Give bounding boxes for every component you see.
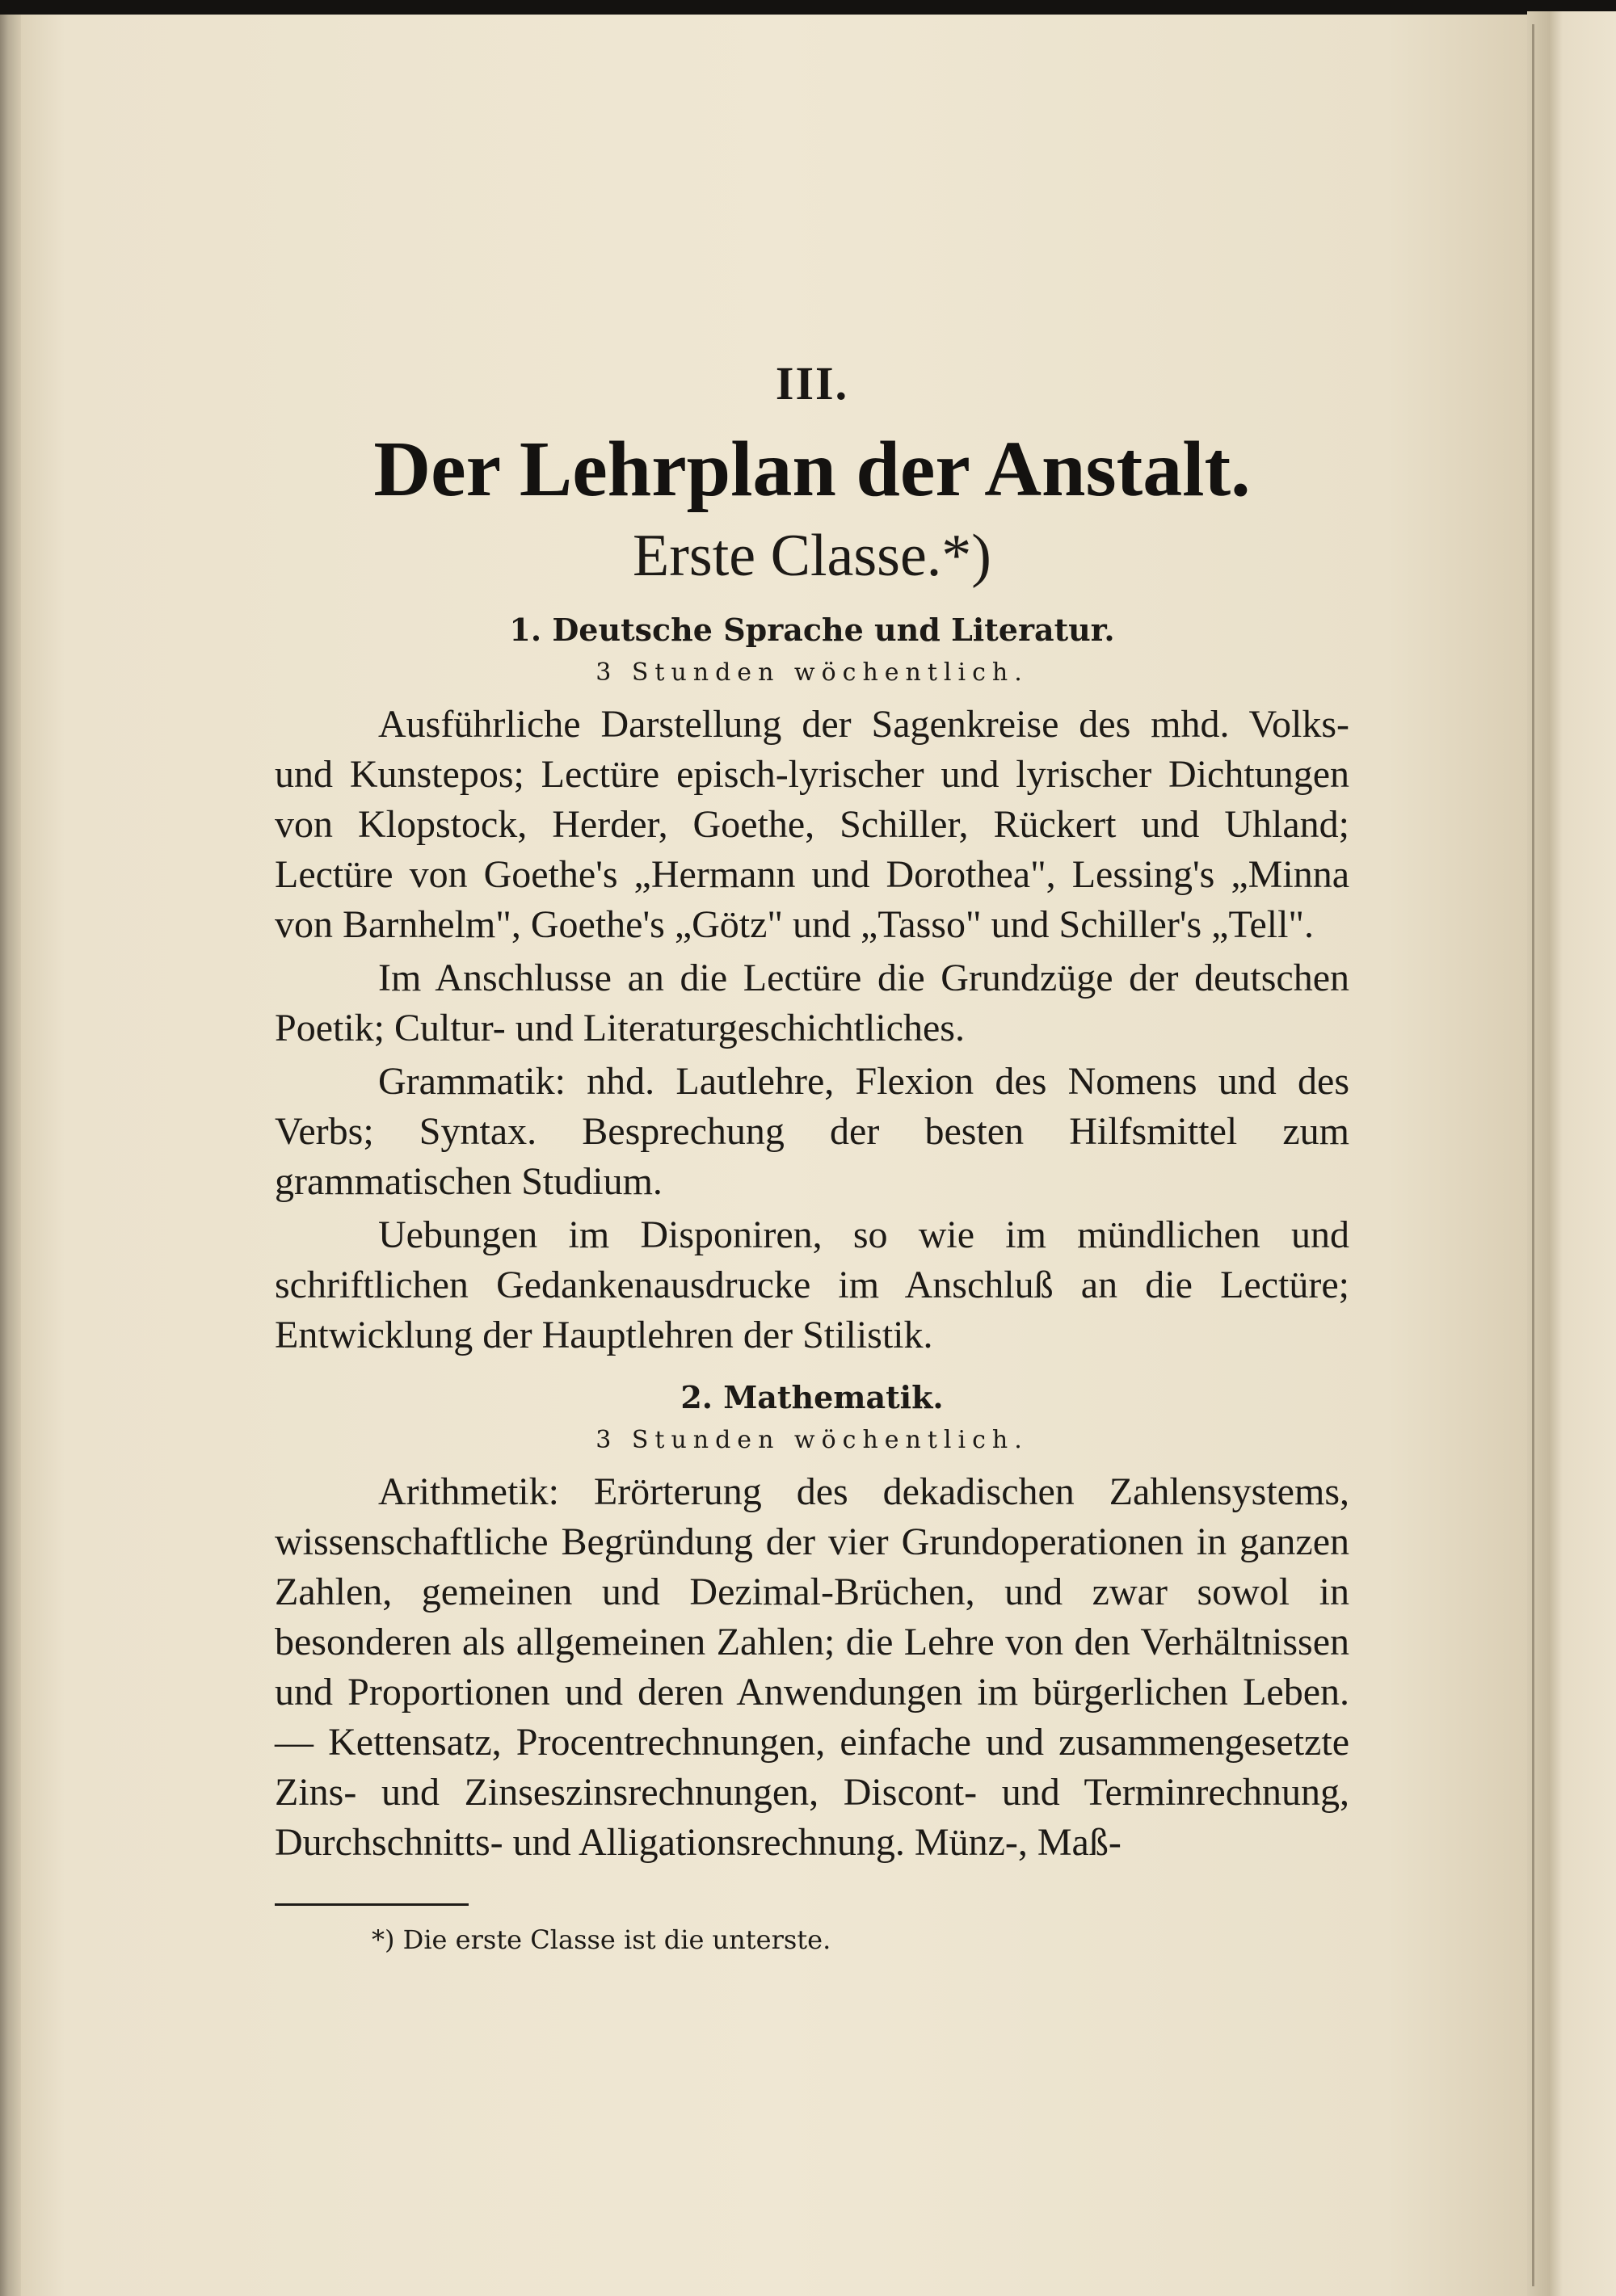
page-title: Der Lehrplan der Anstalt. [373, 426, 1251, 513]
paragraph: Grammatik: nhd. Lautlehre, Flexion des Nomens und des Verbs; Syntax. Besprechung der besten Hilfsmittel zum grammatischen Studium. [275, 1060, 1349, 1203]
footnote: *) Die erste Classe ist die unterste. [372, 1924, 831, 1955]
paragraph: Im Anschlusse an die Lectüre die Grundzüge der deutschen Poetik; Cultur- und Literaturgeschichtliches. [275, 957, 1349, 1049]
section-hours: 3 Stunden wöchentlich. [595, 658, 1029, 687]
page-subtitle: Erste Classe.*) [633, 523, 991, 589]
section-mathematics [275, 1375, 1349, 1868]
paragraph: Uebungen im Disponiren, so wie im mündlichen und schriftlichen Gedankenausdrucke im Anschluß an die Lectüre; Entwicklung der Hauptlehren der Stilistik. [275, 1213, 1349, 1356]
book-gutter [1527, 11, 1616, 2296]
page-content [275, 355, 1349, 1957]
section-heading: 1. Deutsche Sprache und Literatur. [509, 612, 1115, 648]
section-number: III. [775, 357, 849, 410]
page-left-edge [0, 15, 21, 2296]
scan-top-edge [0, 0, 1616, 15]
gutter-fold-line [1532, 24, 1534, 2286]
section-heading: 2. Mathematik. [680, 1379, 944, 1415]
paragraph: Ausführliche Darstellung der Sagenkreise des mhd. Volks- und Kunstepos; Lectüre episch-lyrischer und lyrischer Dichtungen von Klopstock, Herder, Goethe, Schiller, Rückert und Uhland; Lectüre von Goethe's „Hermann und Dorothea", Lessing's „Minna von Barnhelm", Goethe's „Götz" und „Tasso" und Schiller's „Tell". [275, 703, 1349, 946]
paragraph: Arithmetik: Erörterung des dekadischen Zahlensystems, wissenschaftliche Begründung der vier Grundoperationen in ganzen Zahlen, gemeinen und Dezimal-Brüchen, und zwar sowol in besonderen als allgemeinen Zahlen; die Lehre von den Verhältnissen und Proportionen und deren Anwendungen im bürgerlichen Leben. — Kettensatz, Procentrechnungen, einfache und zusammengesetzte Zins- und Zinseszinsrechnungen, Discont- und Terminrechnung, Durchschnitts- und Alligationsrechnung. Münz-, Maß- [275, 1470, 1349, 1864]
section-hours: 3 Stunden wöchentlich. [595, 1426, 1029, 1454]
footnote-rule [275, 1903, 469, 1906]
section-german [275, 608, 1349, 1360]
